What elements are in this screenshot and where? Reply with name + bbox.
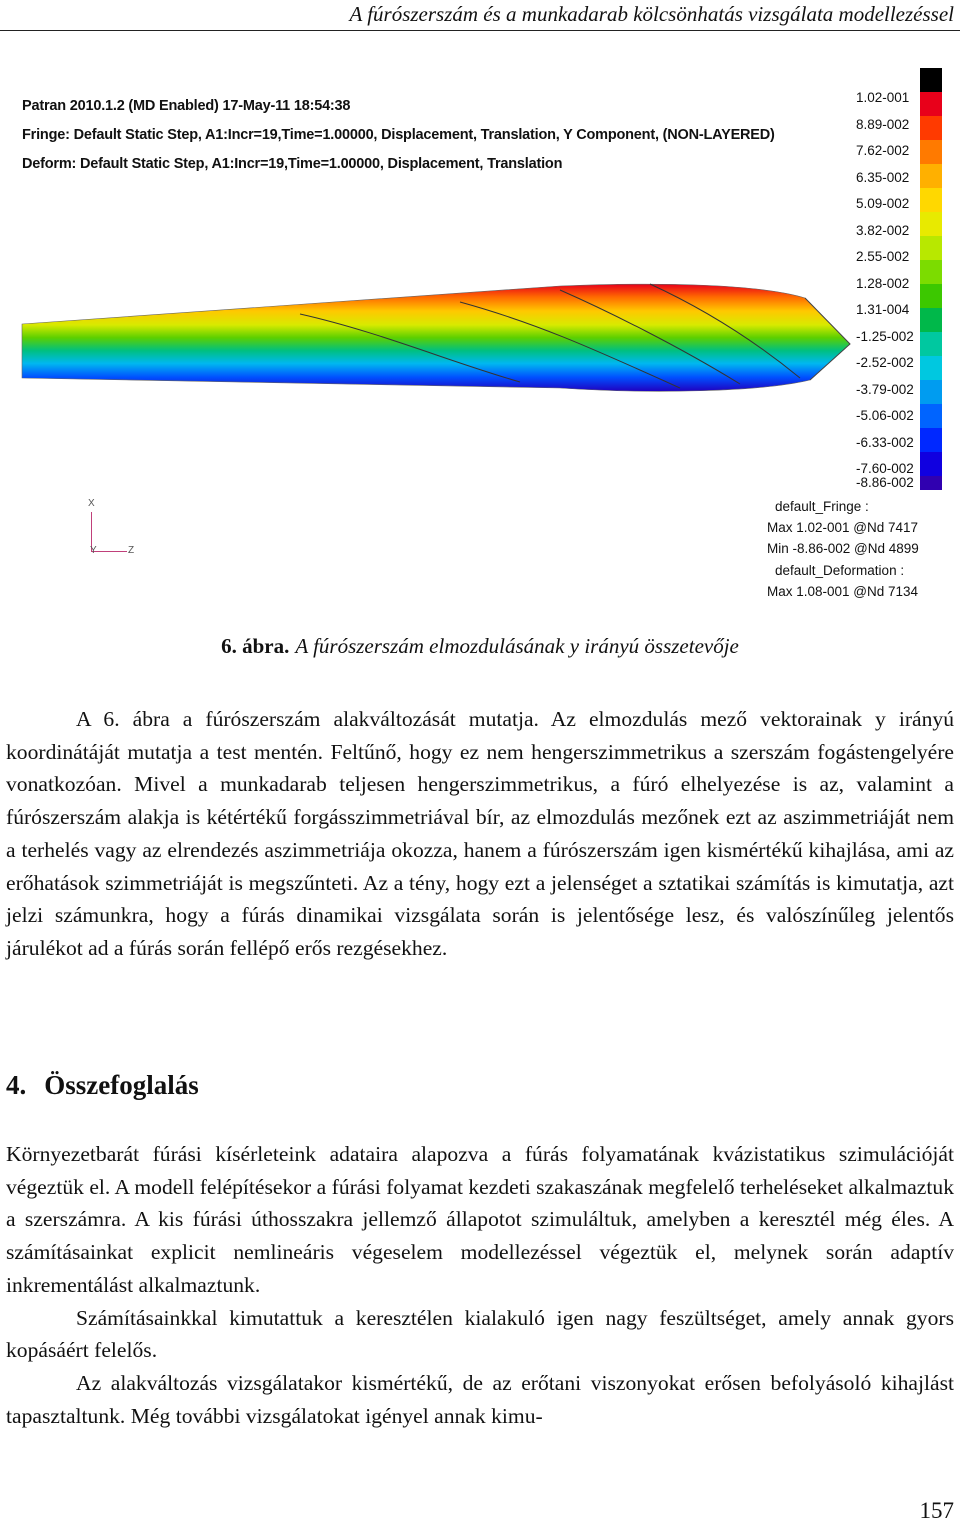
figure-caption-number: 6. ábra.	[221, 634, 290, 658]
fringe-info-line: Max 1.02-001 @Nd 7417	[767, 520, 919, 536]
fringe-info	[767, 496, 919, 602]
running-head: A fúrószerszám és a munkadarab kölcsönhatás vizsgálata modellezéssel	[349, 2, 954, 26]
paragraph-1-text: A 6. ábra a fúrószerszám alakváltozását mutatja. Az elmozdulás mező vektorainak y irányú koordinátáját mutatja a test mentén. Feltűnő, hogy ez nem hengerszimmetrikus a szerszám fogástengelyére vonatkozóan. Mivel a munkadarab teljesen hengerszimmetrikus, a fúró elhelyezése is az, valamint a fúrószerszám alakja is kétértékű forgásszimmetriával bír, az elmozdulás mezőnek ezt az aszimmetriáját nem a terhelés vagy az elrendezés aszimmetriája okozza, hanem a fúrószerszám igen kismértékű kihajlása, ami az erőhatások szimmetriáját is megszűnteti. Az a tény, hogy ezt a jelenséget a sztatikai számítás is kimutatja, azt jelzi számunkra, hogy a fúrás dinamikai vizsgálata során is jelentősége lesz, és valószínűleg jelentős járulékot ad a fúrás során fellépő erős rezgésekhez.	[6, 707, 954, 960]
legend-label: 8.89-002	[856, 116, 910, 132]
fringe-info-line: default_Fringe :	[775, 499, 869, 514]
legend-label: 6.35-002	[856, 169, 910, 185]
figure-fem-drill	[0, 62, 960, 607]
legend-color-cell	[920, 380, 942, 404]
coordinate-axes	[82, 498, 142, 564]
legend-color-cell	[920, 140, 942, 164]
legend-label: -6.33-002	[856, 434, 914, 450]
legend-label: -5.06-002	[856, 408, 914, 423]
axis-x-label: X	[88, 498, 95, 509]
legend-label: -7.60-002	[856, 461, 914, 476]
legend-label: -3.79-002	[856, 381, 914, 397]
paragraph-1	[6, 703, 954, 965]
legend-color-cell	[920, 260, 942, 284]
summary-paragraphs	[6, 1138, 954, 1432]
paragraph-4: Az alakváltozás vizsgálatakor kismértékű, de az erőtani viszonyokat erősen befolyásoló kihajlást tapasztaltunk. Még további vizsgálatokat igényel annak kimu-	[6, 1370, 954, 1428]
paragraph-3: Számításainkkal kimutattuk a keresztélen kialakuló igen nagy feszültséget, amely annak gyors kopásáért felelős.	[6, 1305, 954, 1363]
legend-color-cell	[920, 428, 942, 452]
legend-color-cell	[920, 164, 942, 188]
legend-color-cell	[920, 284, 942, 308]
legend-label: 3.82-002	[856, 222, 910, 238]
header-rule	[0, 30, 960, 31]
legend-label: 5.09-002	[856, 196, 910, 211]
section-number: 4.	[6, 1070, 27, 1100]
legend-label: -2.52-002	[856, 355, 914, 370]
legend-color-cell	[920, 476, 942, 490]
legend-label: 1.02-001	[856, 90, 910, 105]
section-heading	[6, 1070, 199, 1101]
legend-color-cell	[920, 404, 942, 428]
axis-z-label: Z	[128, 545, 135, 556]
fringe-info-line: Min -8.86-002 @Nd 4899	[767, 541, 919, 557]
legend-color-cell	[920, 68, 942, 92]
figure-caption	[0, 634, 960, 659]
legend-color-cell	[920, 452, 942, 476]
fringe-info-line: Max 1.08-001 @Nd 7134	[767, 583, 919, 599]
legend-label: -1.25-002	[856, 328, 914, 344]
fringe-info-line: default_Deformation :	[775, 562, 905, 578]
fringe-legend-colorbar	[920, 68, 942, 490]
legend-color-cell	[920, 308, 942, 332]
figure-header-line-2: Fringe: Default Static Step, A1:Incr=19,Time=1.00000, Displacement, Translation, Y Component, (NON-LAYERED)	[22, 127, 775, 143]
page-number: 157	[919, 1498, 954, 1523]
axis-y-label: Y	[90, 545, 97, 556]
legend-label: -8.86-002	[856, 475, 914, 490]
legend-color-cell	[920, 212, 942, 236]
legend-label: 1.28-002	[856, 275, 910, 291]
legend-label: 1.31-004	[856, 302, 910, 317]
legend-color-cell	[920, 92, 942, 116]
figure-caption-text: A fúrószerszám elmozdulásának y irányú összetevője	[295, 634, 739, 658]
figure-header-line-3: Deform: Default Static Step, A1:Incr=19,Time=1.00000, Displacement, Translation	[22, 156, 563, 172]
figure-header-line-1: Patran 2010.1.2 (MD Enabled) 17-May-11 18:54:38	[22, 98, 351, 114]
legend-label: 2.55-002	[856, 249, 910, 264]
legend-label: 7.62-002	[856, 143, 910, 158]
paragraph-2: Környezetbarát fúrási kísérleteink adataira alapozva a fúrás folyamatának kvázistatikus szimulációját végeztük el. A modell felépítésekor a fúrási folyamat kezdeti szakaszának megfelelő terheléseket alkalmaztuk a szerszámra. A kis fúrási úthosszakra jellemző állapotot szimuláltuk, amelyben a keresztél még éles. A számításainkat explicit nemlineáris végeselem modellezéssel végeztük el, melynek során adaptív inkrementálást alkalmaztunk.	[6, 1142, 954, 1297]
legend-color-cell	[920, 236, 942, 260]
legend-color-cell	[920, 356, 942, 380]
legend-color-cell	[920, 332, 942, 356]
legend-color-cell	[920, 188, 942, 212]
section-title: Összefoglalás	[44, 1070, 199, 1100]
legend-color-cell	[920, 116, 942, 140]
